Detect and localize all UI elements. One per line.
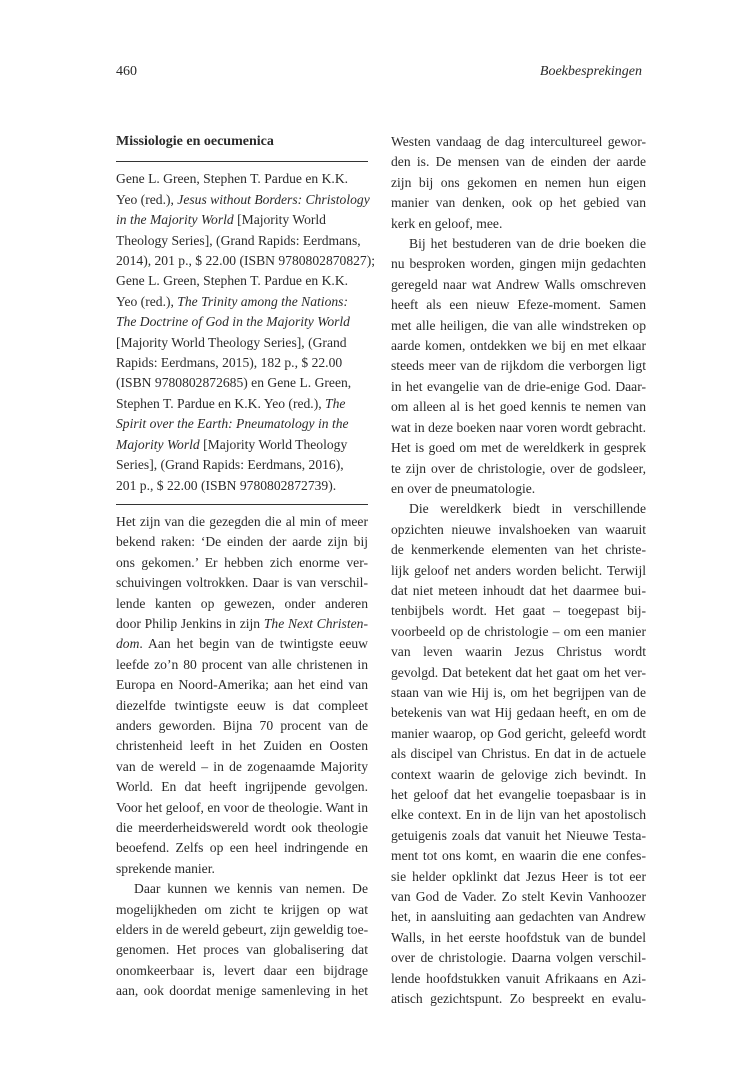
text-line: te zijn over de christologie, over de godsleer, <box>391 460 646 476</box>
bibliography-line <box>116 190 368 210</box>
review-paragraph-3 <box>391 132 646 234</box>
italic-title: The Trinity among the Nations: <box>177 293 348 309</box>
citation-text: Yeo (red.), <box>116 293 178 309</box>
text-line: steeds meer van de rijkdom die verborgen ligt <box>391 358 646 374</box>
text-line: met alle heiligen, die van alle windstreken op <box>391 317 646 333</box>
page-number: 460 <box>116 64 137 79</box>
citation-text: Yeo (red.), <box>116 191 178 207</box>
bibliography-line <box>116 435 368 455</box>
citation-text: [Majority World <box>233 212 326 228</box>
text-line: den is. De mensen van de einden der aarde <box>391 154 646 170</box>
text-line: leefde zo’n 80 procent van alle christenen in <box>116 656 368 672</box>
text-line: opzichten nieuwe invalshoeken van waaruit <box>391 521 646 537</box>
text-line: manier van denken, ook op het gebied van <box>391 195 646 211</box>
text-line: heeft als een nieuw Efeze-moment. Samen <box>391 297 646 313</box>
heading-rule <box>116 161 368 162</box>
text-line: schuivingen voltrokken. Daar is van verschil- <box>116 575 368 591</box>
text-line: die meerderheidswereld wordt ook theologie <box>116 820 368 835</box>
text-line: onomkeerbaar is, levert daar een bijdrage <box>116 962 368 978</box>
citation-text: Theology Series], (Grand Rapids: Eerdmans, <box>116 232 361 248</box>
text-line: lende hoofdstukken vanuit Afrikaans en Azi- <box>391 970 646 986</box>
text-line: Europa en Noord-Amerika; aan het eind van <box>116 677 368 693</box>
text-line: als discipel van Christus. En dat in de actuele <box>391 746 646 762</box>
text-line: bekend raken: ‘De einden der aarde zijn bij <box>116 534 368 550</box>
text-line: beoefend. Zelfs op een heel indringende en <box>116 840 368 856</box>
citation-text: 2014), 201 p., $ 22.00 (ISBN 9780802870827); <box>116 253 376 269</box>
bibliography-line <box>116 353 368 373</box>
citation-text: Stephen T. Pardue en K.K. Yeo (red.), <box>116 395 326 411</box>
bibliography-rule <box>116 504 368 505</box>
text-line: betekenis van wat Hij gedaan heeft, en om de <box>391 705 646 721</box>
text-line: staan van wie Hij is, om het begrijpen van de <box>391 684 646 700</box>
review-paragraph-5 <box>391 499 646 1009</box>
citation-text: Gene L. Green, Stephen T. Pardue en K.K. <box>116 273 349 289</box>
text-line: en over de pneumatologie. <box>391 480 536 496</box>
citation-text: [Majority World Theology Series], (Grand <box>116 334 347 350</box>
left-column <box>116 132 376 1002</box>
text-line: Het is goed om met de wereldkerk in gesprek <box>391 440 646 456</box>
text-line: diezelfde twintigste eeuw is dat compleet <box>116 697 368 713</box>
text-line: christenheid leeft in het Zuiden en Oosten <box>116 738 368 754</box>
text-line: de kenmerkende elementen van het christe- <box>391 542 646 558</box>
text-line: manier waarop, op God gericht, geleefd wordt <box>391 725 646 741</box>
text-line: in het evangelie van de drie-enige God. Daar- <box>391 378 646 394</box>
text-line: zijn bij ons gekomen en nemen hun eigen <box>391 174 646 190</box>
text-line: het geloof dat het evangelie toepasbaar is in <box>391 787 646 802</box>
citation-text: Gene L. Green, Stephen T. Pardue en K.K. <box>116 171 349 187</box>
text-line: Voor het geloof, en voor de theologie. Want in <box>116 799 368 815</box>
bibliography-line <box>116 169 368 189</box>
text-line: Walls, in het eerste hoofdstuk van de bundel <box>391 929 646 945</box>
text-line: sprekende manier. <box>116 860 215 876</box>
text-line: Het zijn van die gezegden die al min of meer <box>116 513 368 529</box>
text-line: atisch gezichtspunt. Zo bespreekt en evalu- <box>391 991 646 1007</box>
bibliography-line <box>116 292 368 312</box>
italic-title: The Doctrine of God in the Majority World <box>116 314 350 330</box>
text-line: ons gekomen.’ Er hebben zich enorme ver- <box>116 554 368 570</box>
text-line: het, in aansluiting aan gedachten van Andrew <box>391 909 646 925</box>
text-line: ment tot ons komt, en waarin die ene confes- <box>391 848 646 864</box>
text-line: elke context. En in de lijn van het apostolisch <box>391 807 646 823</box>
bibliography-line <box>116 210 368 230</box>
text-line: sie helder opklinkt dat Jezus Heer is tot eer <box>391 868 646 884</box>
review-paragraph-2 <box>116 879 368 1001</box>
text-line: elders in de wereld gebeurt, zijn geweldig toe- <box>116 922 369 938</box>
text-line: over de christologie. Daarna volgen verschil- <box>391 950 646 966</box>
bibliography-line <box>116 231 368 251</box>
bibliography-line <box>116 455 368 475</box>
bibliography-line <box>116 373 368 393</box>
bibliography-block <box>116 169 376 496</box>
citation-text: 201 p., $ 22.00 (ISBN 9780802872739). <box>116 477 337 493</box>
text-line: lende kanten op gewezen, onder anderen <box>116 595 368 611</box>
italic-title: Spirit over the Earth: Pneumatology in the <box>116 416 349 432</box>
text-line: kerk en geloof, mee. <box>391 215 503 231</box>
review-paragraph-1 <box>116 512 368 879</box>
bibliography-line <box>116 312 368 332</box>
text-line: aan, ook doordat menige samenleving in het <box>116 983 368 999</box>
text-line: gevolgd. Dat betekent dat het gaat om het ver- <box>391 664 646 680</box>
text-line: mogelijkheden om zicht te krijgen op wat <box>116 901 368 917</box>
text-line: voorbeeld op de christologie – om een manier <box>391 623 646 639</box>
italic-title: The <box>325 395 346 411</box>
text-line: World. En dat heeft ingrijpende gevolgen. <box>116 779 368 795</box>
text-line: dom. Aan het begin van de twintigste eeuw <box>116 636 368 652</box>
text-line: dat niet meteen inhoudt dat het daarmee bui- <box>391 582 646 598</box>
text-line: om alleen al is het goed kennis te nemen van <box>391 399 646 415</box>
italic-title: Majority World <box>116 436 200 452</box>
text-line: anders geworden. Bijna 70 procent van de <box>116 717 368 733</box>
text-line: Bij het bestuderen van de drie boeken die <box>409 236 646 252</box>
text-line: nu besproken worden, gingen mijn gedachten <box>391 256 646 272</box>
review-paragraph-4 <box>391 234 646 499</box>
text-line: genomen. Het proces van globalisering dat <box>116 942 368 958</box>
citation-text: [Majority World Theology <box>199 436 348 452</box>
bibliography-line <box>116 271 368 291</box>
text-line: aarde komen, ontdekken we bij en met elkaar <box>391 338 646 354</box>
italic-title: Jesus without Borders: Christology <box>177 191 370 207</box>
right-column <box>391 132 646 1009</box>
running-head: Boekbesprekingen <box>539 64 642 79</box>
text-line: Daar kunnen we kennis van nemen. De <box>134 881 368 897</box>
text-line: door Philip Jenkins in zijn The Next Christen- <box>116 615 368 631</box>
text-line: getuigenis zoals dat vanuit het Nieuwe Testa- <box>391 827 646 843</box>
citation-text: Series], (Grand Rapids: Eerdmans, 2016), <box>116 457 344 473</box>
bibliography-line <box>116 251 376 271</box>
text-line: wat in deze boeken naar voren wordt gebracht. <box>391 419 646 435</box>
text-line: Westen vandaag de dag intercultureel gewor- <box>391 134 646 149</box>
bibliography-line <box>116 394 368 414</box>
text-line: van God de Vader. Zo stelt Kevin Vanhoozer <box>391 889 646 905</box>
bibliography-line <box>116 414 368 434</box>
text-line: van de wereld – in de zogenaamde Majority <box>116 758 368 774</box>
citation-text: Rapids: Eerdmans, 2015), 182 p., $ 22.00 <box>116 355 343 371</box>
text-line: tenbijbels wordt. Het gaat – toegepast bij- <box>391 603 646 619</box>
bibliography-line <box>116 476 368 496</box>
text-line: context waarin de gelovige zich bevindt. In <box>391 766 646 782</box>
italic-title: in the Majority World <box>116 212 234 228</box>
text-line: lijk geloof net anders worden belicht. Terwijl <box>391 562 646 578</box>
text-line: van leven waarin Jezus Christus wordt <box>391 644 646 660</box>
citation-text: (ISBN 9780802872685) en Gene L. Green, <box>116 375 352 391</box>
bibliography-line <box>116 333 368 353</box>
section-heading: Missiologie en oecumenica <box>116 134 274 149</box>
text-line: geregeld naar wat Andrew Walls omschreven <box>391 276 646 292</box>
text-line: Die wereldkerk biedt in verschillende <box>409 501 646 517</box>
